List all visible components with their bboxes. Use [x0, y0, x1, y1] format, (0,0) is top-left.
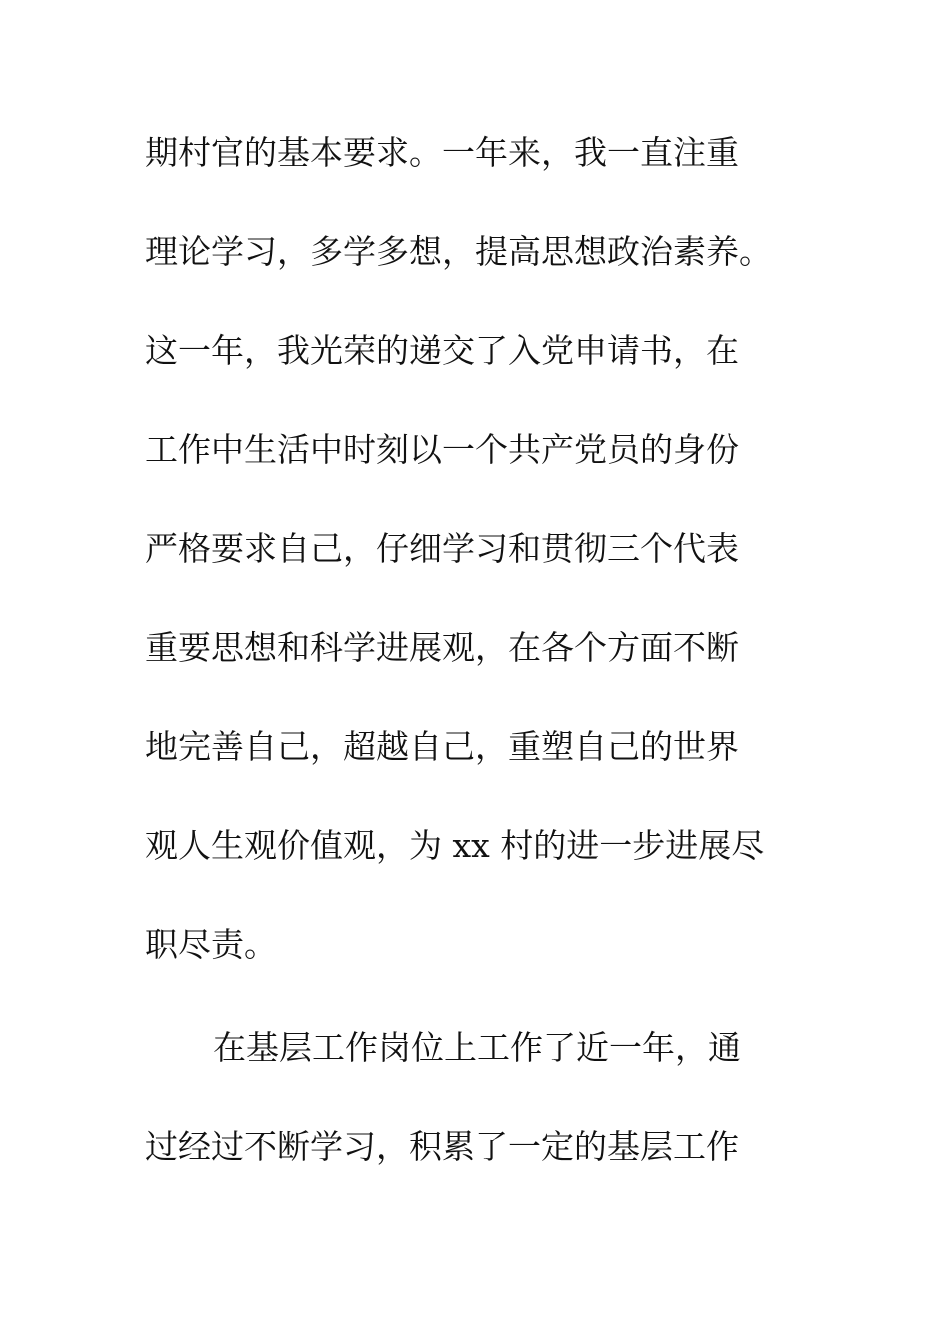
- paragraph-line: 过经过不断学习，积累了一定的基层工作: [145, 1127, 739, 1166]
- paragraph-line: 地完善自己，超越自己，重塑自己的世界: [145, 727, 739, 766]
- paragraph-line: 在基层工作岗位上工作了近一年，通: [213, 1028, 741, 1067]
- paragraph-line: 重要思想和科学进展观，在各个方面不断: [145, 628, 739, 667]
- paragraph-line: 期村官的基本要求。一年来，我一直注重: [145, 133, 739, 172]
- paragraph-line: 工作中生活中时刻以一个共产党员的身份: [145, 430, 739, 469]
- paragraph-line: 观人生观价值观，为 xx 村的进一步进展尽: [145, 826, 765, 865]
- paragraph-line: 这一年，我光荣的递交了入党申请书，在: [145, 331, 739, 370]
- paragraph-line: 严格要求自己，仔细学习和贯彻三个代表: [145, 529, 739, 568]
- paragraph-line: 理论学习，多学多想，提高思想政治素养。: [145, 232, 772, 271]
- paragraph-line: 职尽责。: [145, 925, 277, 964]
